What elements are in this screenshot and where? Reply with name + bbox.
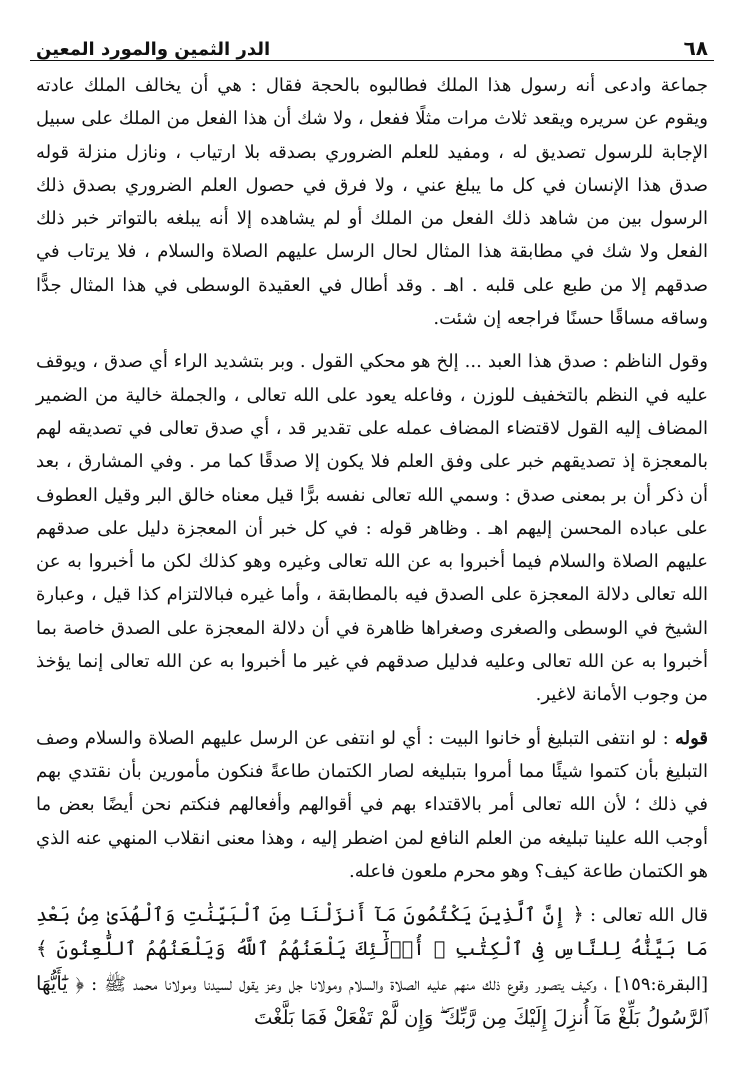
running-header xyxy=(30,30,714,61)
paragraph-4-intro: قال الله تعالى : xyxy=(583,905,708,927)
quran-verse-2: ﴿ يَٰٓأَيُّهَا ٱلرَّسُولُ بَلِّغْ مَآ أُنزِلَ إِلَيْكَ مِن رَّبِّكَ ۖ وَإِن لَّمْ تَفْعَلْ فَمَا بَلَّغْتَ xyxy=(36,971,708,1030)
book-title: الدر الثمين والمورد المعين xyxy=(36,39,271,60)
paragraph-1: جماعة وادعى أنه رسول هذا الملك فطالبوه بالحجة فقال : هي أن يخالف الملك عادته ويقوم عن سريره ويقعد ثلاث مرات مثلًا ففعل ، ولا شك أن هذا الفعل من الملك على سبيل الإجابة للرسول تصديق له ، ومفيد للعلم الضروري بصدقه بلا ارتياب ، ونازل منزلة قوله صدق هذا الإنسان في كل ما يبلغ عني ، ولا فرق في حصول العلم الضروري بصدق ذلك الرسول بين من شاهد ذلك الفعل من الملك أو لم يشاهده إلا أنه يبلغه بالتواتر خبر ذلك الفعل ولا شك في مطابقة هذا المثال لحال الرسل عليهم الصلاة والسلام ، فلا يرتاب في صدقهم إلا من طبع على قلبه . اهـ . وقد أطال في العقيدة الوسطى في هذا المثال جدًّا وساقه مساقًا حسنًا فراجعه إن شئت. xyxy=(36,75,708,330)
paragraph-3-lead: قوله xyxy=(674,727,708,749)
page-body xyxy=(30,69,714,1035)
paragraph-2: وقول الناظم : صدق هذا العبد ... إلخ هو محكي القول . وبر بتشديد الراء أي صدق ، ويوقف عليه في النظم بالتخفيف للوزن ، وفاعله يعود على الله تعالى ، والجملة خالية من الضمير المضاف إليه القول لاقتضاء المضاف عمله على تقدير قد ، أي صدق تعالى في تصديقه لهم بالمعجزة إذ تصديقهم خبر على وفق العلم فلا يكون إلا صدقًا كما مر . وفي المشارق ، بعد أن ذكر أن بر بمعنى صدق : وسمي الله تعالى نفسه برًّا قيل معناه خالق البر وقيل العطوف على عباده المحسن إليهم اهـ . وظاهر قوله : في كل خبر أن المعجزة دليل على صدقهم عليهم الصلاة والسلام فيما أخبروا به عن الله تعالى وغيره وهو كذلك لكن ما أخبروا به عن الله تعالى دلالة المعجزة على الصدق فيه بالمطابقة ، وأما غيره فبالالتزام كذا قيل ، وعبارة الشيخ في الوسطى والصغرى وصغراها ظاهرة في أن دلالة المعجزة على الصدق خاصة بما أخبروا به عن الله تعالى وعليه فدليل صدقهم في غير ما أخبروا به عن الله تعالى إنما يؤخذ من وجوب الأمانة لاغير. xyxy=(36,351,708,706)
book-page xyxy=(30,30,714,1060)
paragraph-4 xyxy=(36,898,708,1035)
quran-verse-1: ﴿ إِنَّ ٱلَّذِينَ يَكْتُمُونَ مَآ أَنزَلْنَا مِنَ ٱلْبَيِّنَٰتِ وَٱلْهُدَىٰ مِنۢ بَعْدِ مَا بَيَّنَّٰهُ لِلنَّاسِ فِى ٱلْكِتَٰبِ ۙ أُو۟لَٰٓئِكَ يَلْعَنُهُمُ ٱللَّهُ وَيَلْعَنُهُمُ ٱللَّٰعِنُونَ ﴾ xyxy=(36,903,708,961)
paragraph-4-reference: [البقرة:١٥٩] ، وكيف يتصور وقوع ذلك منهم عليه الصلاة والسلام ومولانا جل وعز يقول لسيدنا ومولانا محمد ﷺ : xyxy=(83,973,708,995)
page-number: ٦٨ xyxy=(683,36,708,60)
paragraph-3-text: : لو انتفى التبليغ أو خانوا البيت : أي لو انتفى عن الرسل عليهم الصلاة والسلام وصف التبليغ بأن كتموا شيئًا مما أمروا بتبليغه لصار الكتمان طاعةً فنكون مأمورين بأن نقتدي بهم في ذلك ؛ لأن الله تعالى أمر بالاقتداء بهم في أقوالهم وأفعالهم فنكتم نحن أيضًا بعض ما أوجب الله علينا تبليغه من العلم النافع لمن اضطر إليه ، وهذا معنى انقلاب المنهي عنه الذي هو الكتمان طاعة كيف؟ وهو محرم ملعون فاعله. xyxy=(36,727,708,882)
paragraph-3 xyxy=(36,722,708,888)
